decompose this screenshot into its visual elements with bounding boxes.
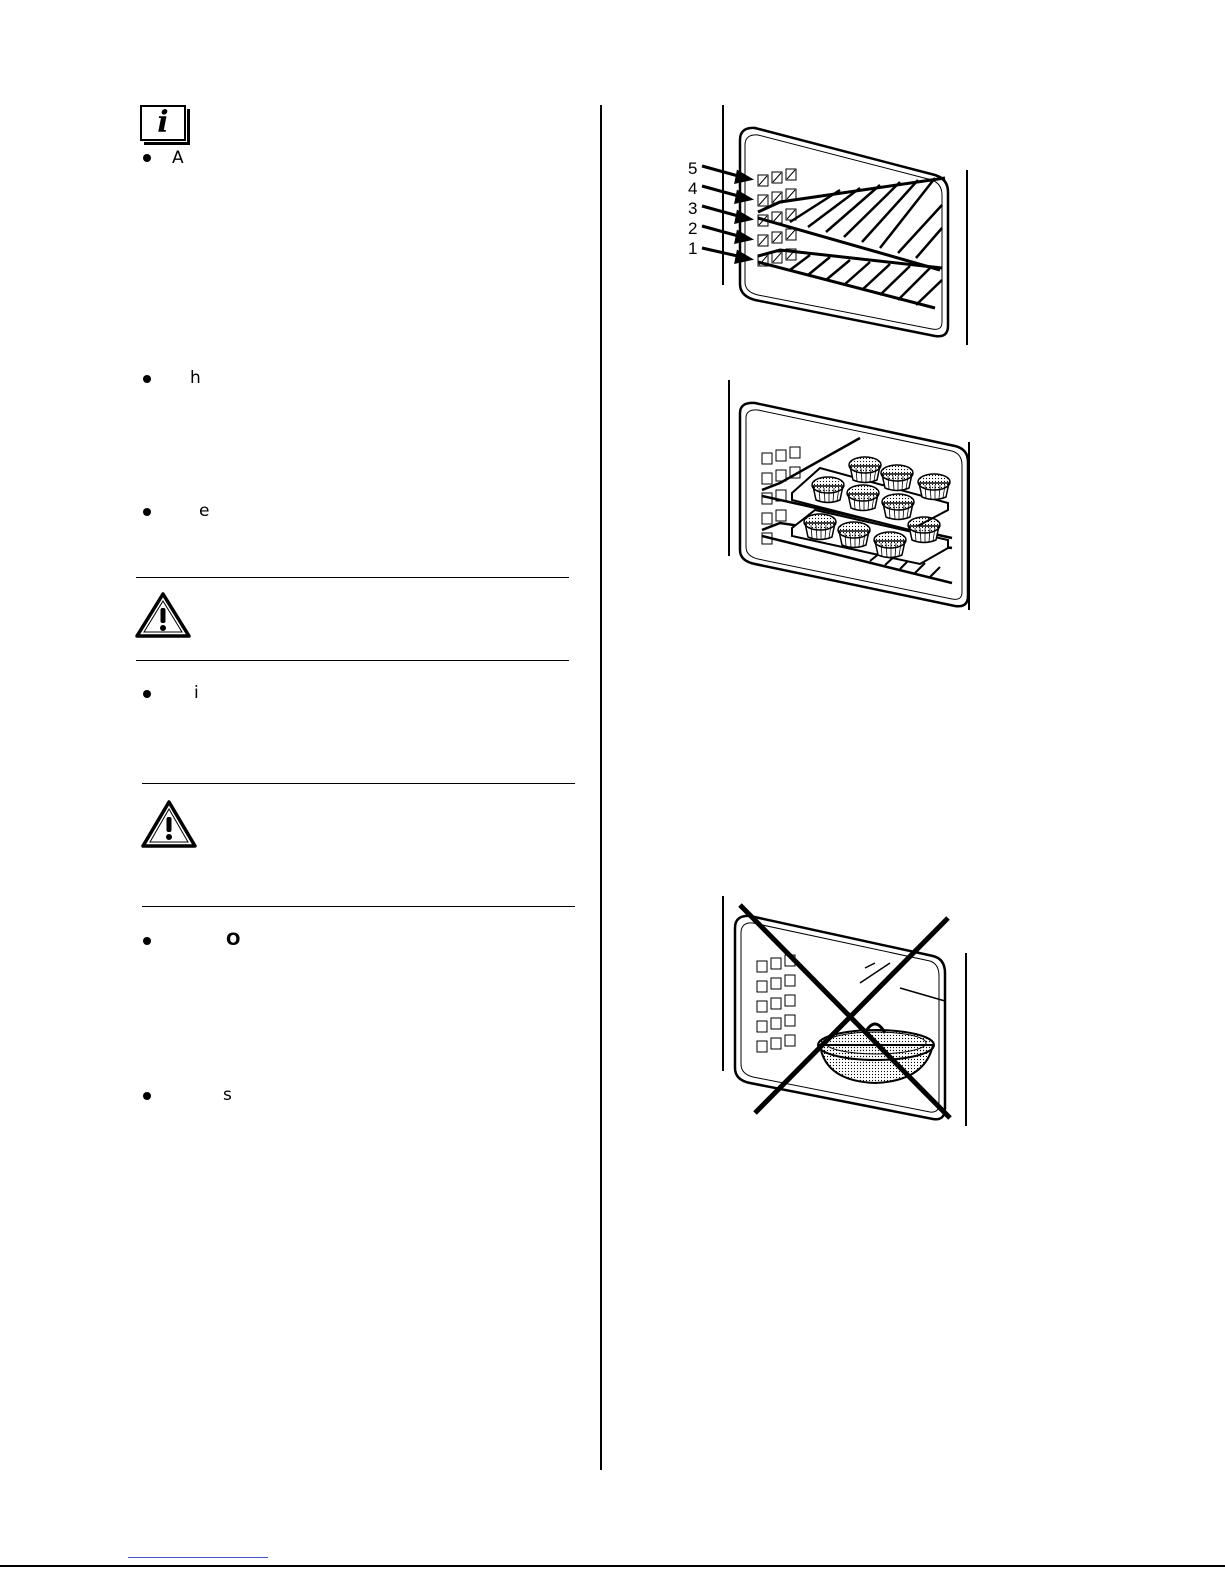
warning-triangle-icon xyxy=(140,798,198,850)
warning-triangle-icon xyxy=(134,590,192,640)
bullet-text-6: s xyxy=(223,1085,232,1105)
bullet-text-2: h xyxy=(190,368,201,388)
divider xyxy=(142,906,575,907)
bullet-dot xyxy=(143,690,151,698)
shelf-label-1: 1 xyxy=(688,239,698,258)
bullet-dot xyxy=(143,154,151,162)
bullet-text-1: A xyxy=(172,148,184,168)
shelf-label-3: 3 xyxy=(688,199,698,218)
divider xyxy=(136,660,569,661)
footer-link-underline[interactable] xyxy=(128,1557,268,1558)
shelf-label-5: 5 xyxy=(688,159,698,178)
info-i-icon: i xyxy=(140,105,186,141)
divider xyxy=(142,783,575,784)
oven-two-trays-cupcakes-illustration xyxy=(720,378,980,613)
footer-rule xyxy=(0,1565,1225,1567)
bullet-dot xyxy=(143,508,151,516)
oven-shelf-positions-illustration xyxy=(680,100,980,350)
bullet-dot xyxy=(143,375,151,383)
bullet-text-4: i xyxy=(194,683,199,703)
bullet-dot xyxy=(143,1092,151,1100)
column-divider xyxy=(600,105,602,1470)
shelf-label-4: 4 xyxy=(688,179,698,198)
bullet-text-5: O xyxy=(226,930,241,950)
bullet-dot xyxy=(143,937,151,945)
bullet-text-3: e xyxy=(199,501,210,521)
shelf-label-2: 2 xyxy=(688,219,698,238)
oven-dish-on-floor-crossed-out-illustration xyxy=(715,893,980,1133)
divider xyxy=(136,577,569,578)
